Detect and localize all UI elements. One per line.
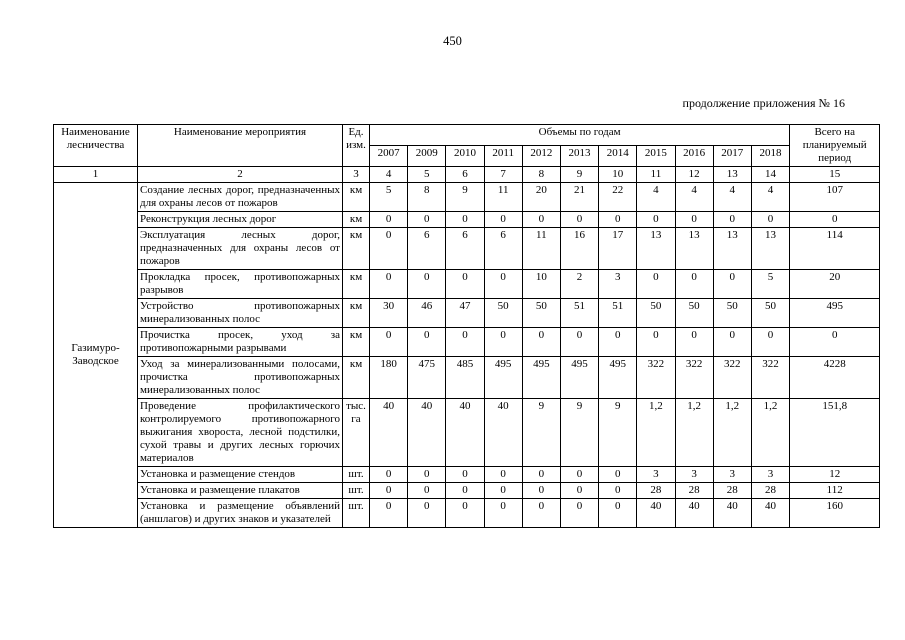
year-value-cell: 9 [599,399,637,467]
appendix-note: продолжение приложения № 16 [682,96,845,110]
year-value-cell: 0 [370,467,408,483]
year-value-cell: 495 [522,357,560,399]
year-value-cell: 0 [484,483,522,499]
header-year-2007: 2007 [370,146,408,167]
table-row [54,483,880,499]
year-value-cell: 0 [713,212,751,228]
activity-cell: Проведение профилактического контролируемого противопожарного выжигания хвороста, лесной подстилки, сухой травы и других лесных горючих материалов [138,399,343,467]
year-value-cell: 0 [599,328,637,357]
year-value-cell: 0 [751,212,789,228]
unit-cell: шт. [343,499,370,528]
year-value-cell: 20 [522,183,560,212]
header-year-2017: 2017 [713,146,751,167]
year-value-cell: 0 [408,212,446,228]
year-value-cell: 0 [446,328,484,357]
year-value-cell: 3 [637,467,675,483]
table-row [54,467,880,483]
year-value-cell: 0 [522,467,560,483]
column-number-cell: 1 [54,167,138,183]
column-number-cell: 2 [138,167,343,183]
header-total: Всего на планируемый период [790,125,880,167]
year-value-cell: 0 [560,328,598,357]
unit-cell: шт. [343,467,370,483]
year-value-cell: 495 [599,357,637,399]
year-value-cell: 13 [751,228,789,270]
header-year-2018: 2018 [751,146,789,167]
unit-cell: км [343,228,370,270]
year-value-cell: 0 [599,483,637,499]
header-activity: Наименование мероприятия [138,125,343,167]
table-row [54,357,880,399]
year-value-cell: 322 [637,357,675,399]
column-number-cell: 12 [675,167,713,183]
year-value-cell: 40 [408,399,446,467]
year-value-cell: 3 [599,270,637,299]
table-row [54,228,880,270]
year-value-cell: 0 [484,499,522,528]
header-year-2016: 2016 [675,146,713,167]
year-value-cell: 16 [560,228,598,270]
year-value-cell: 1,2 [675,399,713,467]
year-value-cell: 0 [370,270,408,299]
year-value-cell: 0 [675,328,713,357]
year-value-cell: 0 [446,467,484,483]
column-number-cell: 10 [599,167,637,183]
total-cell: 495 [790,299,880,328]
activity-cell: Уход за минерализованными полосами, прочистка противопожарных минерализованных полос [138,357,343,399]
year-value-cell: 5 [370,183,408,212]
year-value-cell: 0 [408,467,446,483]
year-value-cell: 28 [637,483,675,499]
year-value-cell: 0 [484,270,522,299]
year-value-cell: 0 [560,483,598,499]
total-cell: 160 [790,499,880,528]
year-value-cell: 322 [675,357,713,399]
year-value-cell: 4 [751,183,789,212]
year-value-cell: 51 [599,299,637,328]
activity-cell: Реконструкция лесных дорог [138,212,343,228]
column-number-cell: 8 [522,167,560,183]
year-value-cell: 4 [637,183,675,212]
header-row-1 [54,125,880,146]
year-value-cell: 0 [370,228,408,270]
total-cell: 107 [790,183,880,212]
unit-cell: км [343,212,370,228]
table-row [54,183,880,212]
year-value-cell: 0 [408,328,446,357]
unit-cell: км [343,183,370,212]
year-value-cell: 6 [408,228,446,270]
unit-cell: шт. [343,483,370,499]
unit-cell: км [343,299,370,328]
header-volumes-by-year: Объемы по годам [370,125,790,146]
year-value-cell: 51 [560,299,598,328]
year-value-cell: 180 [370,357,408,399]
year-value-cell: 475 [408,357,446,399]
unit-cell: км [343,328,370,357]
year-value-cell: 50 [522,299,560,328]
header-forestry: Наименование лесничества [54,125,138,167]
total-cell: 0 [790,212,880,228]
header-year-2011: 2011 [484,146,522,167]
year-value-cell: 0 [675,212,713,228]
year-value-cell: 0 [446,499,484,528]
total-cell: 114 [790,228,880,270]
year-value-cell: 0 [675,270,713,299]
total-cell: 0 [790,328,880,357]
year-value-cell: 3 [675,467,713,483]
fire-protection-plan-table [53,124,880,528]
year-value-cell: 0 [713,328,751,357]
year-value-cell: 28 [713,483,751,499]
year-value-cell: 9 [522,399,560,467]
year-value-cell: 50 [751,299,789,328]
year-value-cell: 9 [560,399,598,467]
table-body [54,183,880,528]
header-unit: Ед. изм. [343,125,370,167]
year-value-cell: 0 [599,499,637,528]
unit-cell: км [343,270,370,299]
column-number-cell: 5 [408,167,446,183]
year-value-cell: 0 [484,212,522,228]
year-value-cell: 322 [751,357,789,399]
column-number-cell: 14 [751,167,789,183]
year-value-cell: 0 [522,212,560,228]
year-value-cell: 40 [370,399,408,467]
year-value-cell: 495 [484,357,522,399]
year-value-cell: 0 [446,483,484,499]
activity-cell: Прочистка просек, уход за противопожарными разрывами [138,328,343,357]
page-number: 450 [443,34,462,48]
year-value-cell: 40 [637,499,675,528]
year-value-cell: 1,2 [713,399,751,467]
year-value-cell: 1,2 [637,399,675,467]
year-value-cell: 0 [560,499,598,528]
year-value-cell: 28 [675,483,713,499]
column-number-cell: 15 [790,167,880,183]
column-number-cell: 13 [713,167,751,183]
year-value-cell: 0 [560,212,598,228]
total-cell: 12 [790,467,880,483]
column-number-cell: 11 [637,167,675,183]
year-value-cell: 9 [446,183,484,212]
year-value-cell: 13 [675,228,713,270]
column-number-cell: 4 [370,167,408,183]
table-row [54,328,880,357]
table-row [54,399,880,467]
activity-cell: Устройство противопожарных минерализованных полос [138,299,343,328]
year-value-cell: 30 [370,299,408,328]
year-value-cell: 0 [637,270,675,299]
year-value-cell: 50 [484,299,522,328]
year-value-cell: 485 [446,357,484,399]
header-year-2015: 2015 [637,146,675,167]
year-value-cell: 50 [713,299,751,328]
year-value-cell: 2 [560,270,598,299]
year-value-cell: 3 [713,467,751,483]
year-value-cell: 6 [484,228,522,270]
activity-cell: Установка и размещение плакатов [138,483,343,499]
year-value-cell: 21 [560,183,598,212]
header-year-2012: 2012 [522,146,560,167]
column-number-cell: 6 [446,167,484,183]
year-value-cell: 0 [446,270,484,299]
table-row [54,212,880,228]
year-value-cell: 10 [522,270,560,299]
year-value-cell: 3 [751,467,789,483]
forestry-name-cell: Газимуро-Заводское [54,183,138,528]
activity-cell: Установка и размещение стендов [138,467,343,483]
column-number-cell: 9 [560,167,598,183]
year-value-cell: 40 [751,499,789,528]
year-value-cell: 0 [522,328,560,357]
year-value-cell: 40 [675,499,713,528]
activity-cell: Прокладка просек, противопожарных разрывов [138,270,343,299]
year-value-cell: 0 [370,328,408,357]
table-row [54,299,880,328]
year-value-cell: 495 [560,357,598,399]
header-year-2013: 2013 [560,146,598,167]
year-value-cell: 0 [522,499,560,528]
year-value-cell: 11 [522,228,560,270]
year-value-cell: 22 [599,183,637,212]
header-year-2010: 2010 [446,146,484,167]
total-cell: 151,8 [790,399,880,467]
year-value-cell: 0 [370,499,408,528]
year-value-cell: 0 [637,328,675,357]
year-value-cell: 0 [446,212,484,228]
activity-cell: Эксплуатация лесных дорог, предназначенных для охраны лесов от пожаров [138,228,343,270]
year-value-cell: 50 [675,299,713,328]
column-number-cell: 7 [484,167,522,183]
table-row [54,499,880,528]
year-value-cell: 0 [408,499,446,528]
year-value-cell: 6 [446,228,484,270]
year-value-cell: 0 [751,328,789,357]
year-value-cell: 0 [408,483,446,499]
year-value-cell: 28 [751,483,789,499]
year-value-cell: 0 [599,467,637,483]
year-value-cell: 0 [408,270,446,299]
header-year-2009: 2009 [408,146,446,167]
year-value-cell: 0 [637,212,675,228]
year-value-cell: 0 [370,483,408,499]
year-value-cell: 0 [484,467,522,483]
year-value-cell: 47 [446,299,484,328]
total-cell: 4228 [790,357,880,399]
unit-cell: тыс. га [343,399,370,467]
year-value-cell: 4 [675,183,713,212]
year-value-cell: 0 [484,328,522,357]
year-value-cell: 1,2 [751,399,789,467]
year-value-cell: 11 [484,183,522,212]
year-value-cell: 0 [599,212,637,228]
year-value-cell: 13 [637,228,675,270]
year-value-cell: 40 [446,399,484,467]
unit-cell: км [343,357,370,399]
year-value-cell: 50 [637,299,675,328]
year-value-cell: 17 [599,228,637,270]
year-value-cell: 46 [408,299,446,328]
year-value-cell: 40 [713,499,751,528]
total-cell: 20 [790,270,880,299]
year-value-cell: 0 [370,212,408,228]
activity-cell: Установка и размещение объявлений (аншлагов) и других знаков и указателей [138,499,343,528]
year-value-cell: 8 [408,183,446,212]
year-value-cell: 5 [751,270,789,299]
year-value-cell: 4 [713,183,751,212]
total-cell: 112 [790,483,880,499]
year-value-cell: 13 [713,228,751,270]
year-value-cell: 0 [522,483,560,499]
header-year-2014: 2014 [599,146,637,167]
table-row [54,270,880,299]
year-value-cell: 0 [713,270,751,299]
year-value-cell: 322 [713,357,751,399]
column-number-cell: 3 [343,167,370,183]
year-value-cell: 0 [560,467,598,483]
column-number-row [54,167,880,183]
year-value-cell: 40 [484,399,522,467]
activity-cell: Создание лесных дорог, предназначенных для охраны лесов от пожаров [138,183,343,212]
